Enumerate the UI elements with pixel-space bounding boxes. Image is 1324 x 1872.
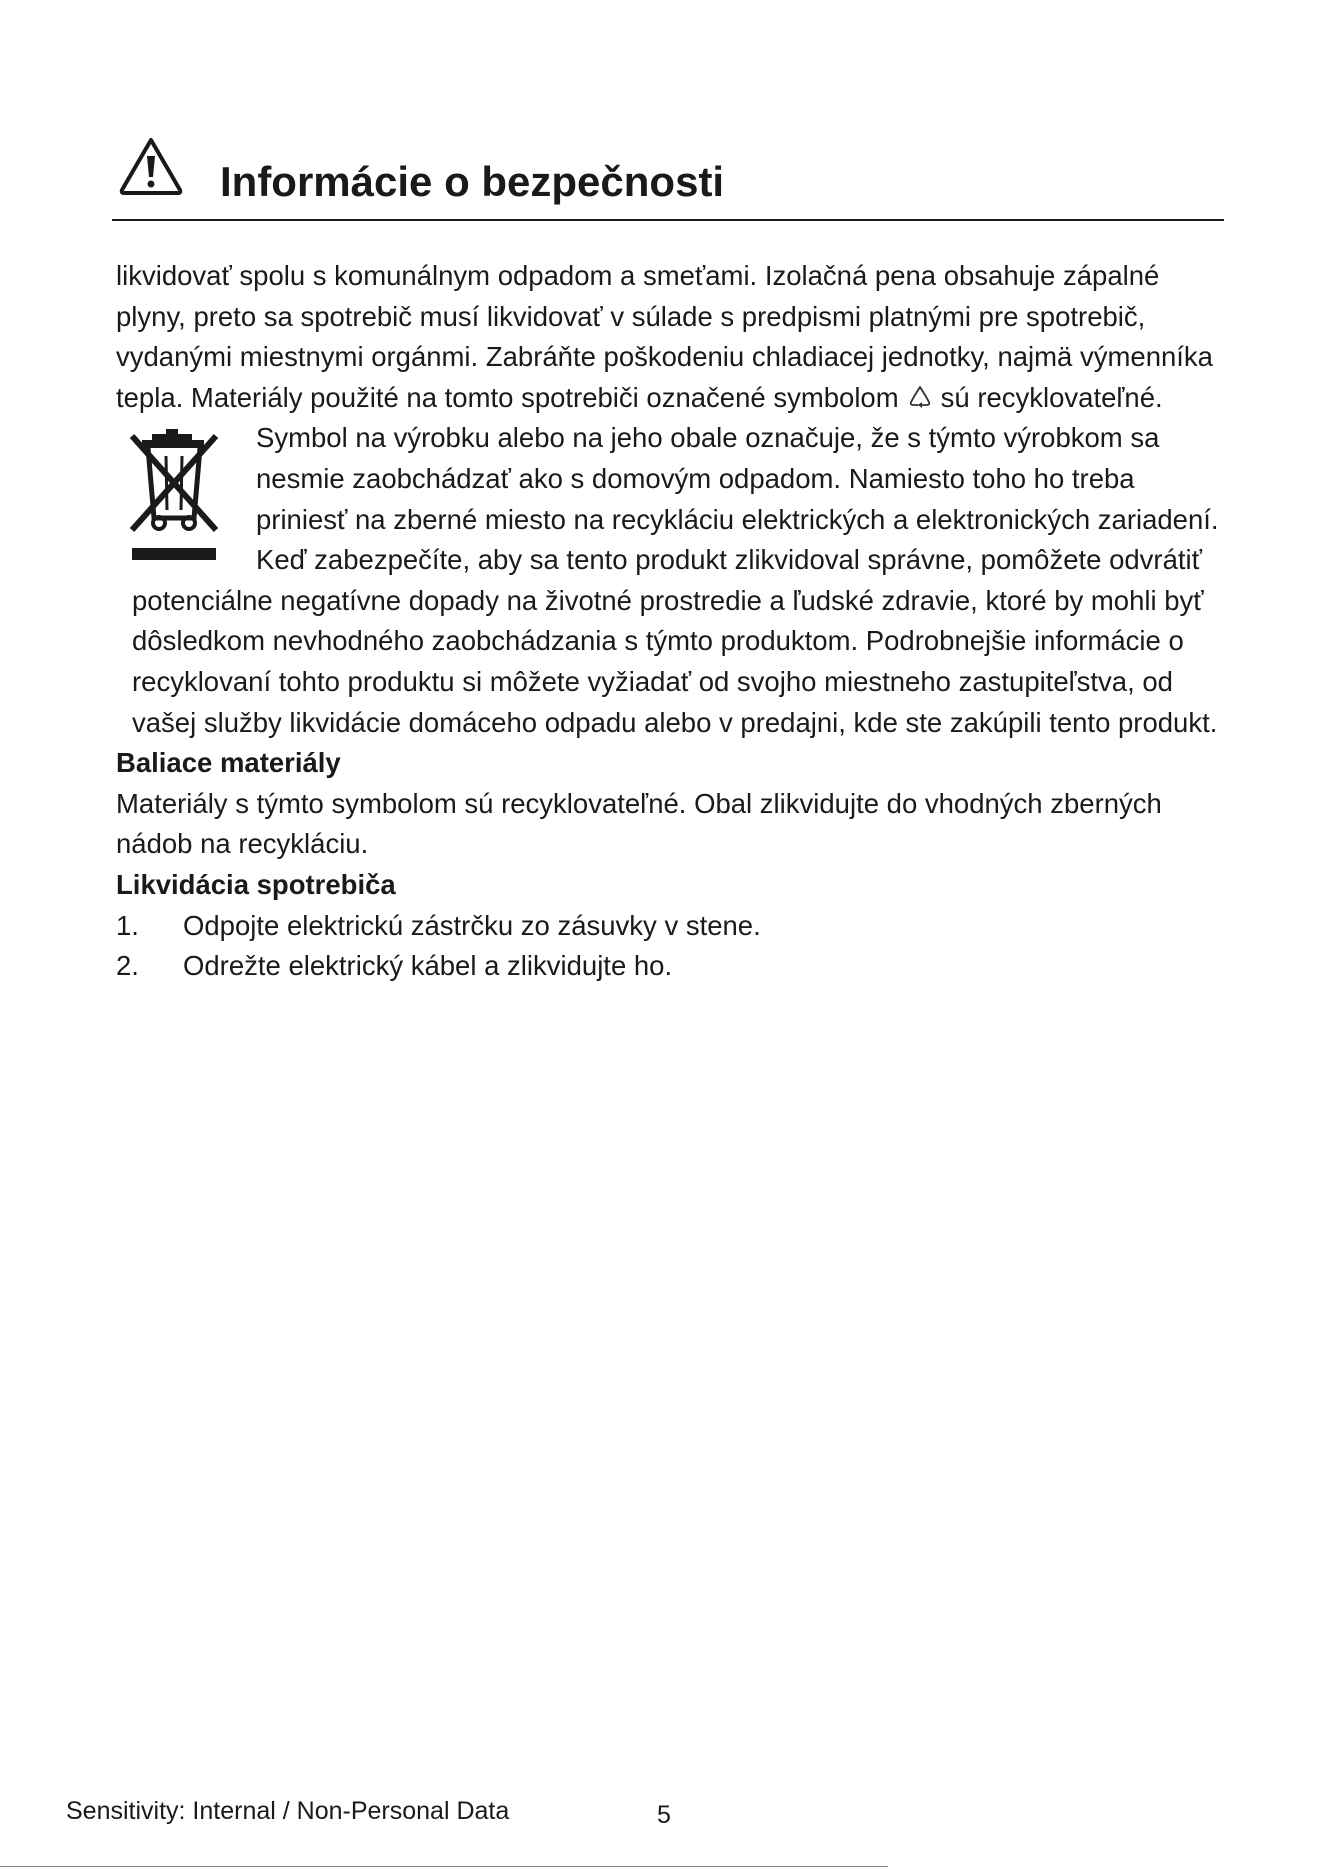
- list-item-number: 1.: [116, 909, 139, 941]
- list-item: [116, 906, 1221, 947]
- weee-block: [116, 418, 1221, 743]
- section-packaging-text: Materiály s týmto symbolom sú recyklovateľné. Obal zlikvidujte do vhodných zberných nádob na recykláciu.: [116, 787, 1162, 860]
- warning-triangle-icon: [118, 136, 184, 196]
- crossed-out-bin-icon: [126, 428, 222, 564]
- recycle-icon: [907, 384, 933, 410]
- bottom-divider: [0, 1866, 888, 1867]
- paragraph-disposal-tail-before: označené symbolom: [646, 381, 899, 413]
- paragraph-disposal-text: likvidovať spolu s komunálnym odpadom a smeťami. Izolačná pena obsahuje zápalné plyny, preto sa spotrebič musí likvidovať v súlade s predpismi platnými pre spotrebič, vydanými miestnymi orgánmi. Zabráňte poškodeniu chladiacej jednotky, najmä výmenníka tepla. Materiály použité na tomto spotrebiči: [116, 260, 1213, 413]
- paragraph-disposal-tail-after: sú recyklovateľné.: [940, 381, 1163, 413]
- list-item-text: Odrežte elektrický kábel a zlikvidujte ho.: [183, 950, 673, 982]
- section-appliance-disposal-title: Likvidácia spotrebiča: [116, 868, 396, 900]
- page-header: [112, 136, 1224, 220]
- title-divider: [112, 219, 1224, 221]
- list-item: [116, 946, 1221, 987]
- paragraph-weee: Symbol na výrobku alebo na jeho obale označuje, že s týmto výrobkom sa nesmie zaobchádzať ako s domovým odpadom. Namiesto toho ho treba priniesť na zberné miesto na recykláciu elektrických a elektronických zariadení. Keď zabezpečíte, aby sa tento produkt zlikvidoval správne, pomôžete odvrátiť potenciálne negatívne dopady na životné prostredie a ľudské zdravie, ktoré by mohli byť dôsledkom nevhodného zaobchádzania s týmto produktom. Podrobnejšie informácie o recyklovaní tohto produktu si môžete vyžiadať od svojho miestneho zastupiteľstva, od vašej služby likvidácie domáceho odpadu alebo v predajni, kde ste zakúpili tento produkt.: [132, 422, 1219, 738]
- list-item-text: Odpojte elektrickú zástrčku zo zásuvky v stene.: [183, 909, 761, 941]
- list-item-number: 2.: [116, 950, 139, 982]
- page-title: Informácie o bezpečnosti: [220, 158, 725, 205]
- footer-sensitivity: Sensitivity: Internal / Non-Personal Data: [66, 1797, 510, 1825]
- page-number: 5: [657, 1801, 671, 1829]
- section-packaging-title: Baliace materiály: [116, 747, 341, 779]
- paragraph-disposal: [116, 256, 1221, 418]
- document-body: [116, 256, 1221, 987]
